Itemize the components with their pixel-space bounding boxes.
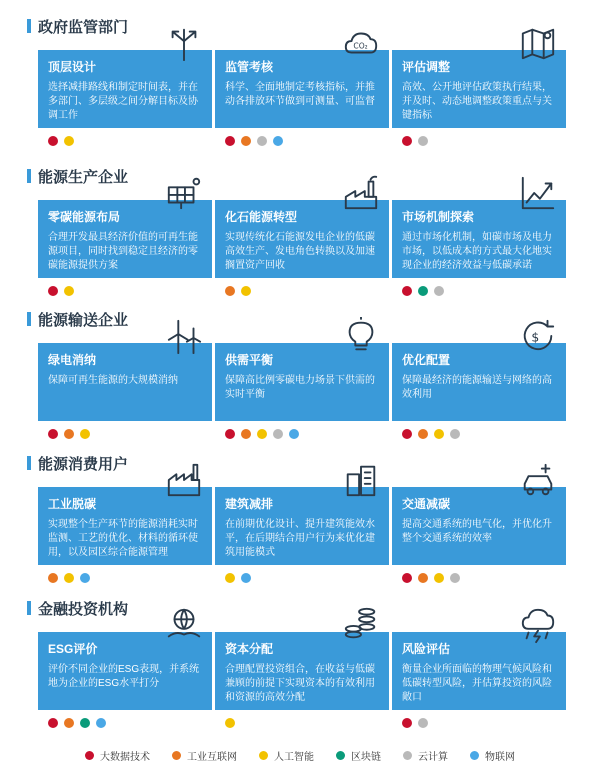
section (0, 162, 600, 302)
card (392, 632, 566, 710)
tech-dot-iiot (64, 429, 74, 439)
card-icon (518, 606, 558, 644)
tech-dot-bigdata (48, 136, 58, 146)
tech-dot-bigdata (48, 429, 58, 439)
card (392, 50, 566, 128)
dollar-clock-icon (518, 317, 558, 355)
card-description: 在前期优化设计、提升建筑能效水平，在后期结合用户行为来优化建筑用能模式 (225, 519, 375, 558)
card-title: 监管考核 (225, 60, 274, 74)
tech-dots (38, 429, 212, 439)
legend-label: 云计算 (418, 752, 448, 763)
legend-label: 大数据技术 (100, 752, 150, 763)
tech-dot-ai (80, 429, 90, 439)
card-icon (518, 461, 558, 499)
tech-dot-cloud (257, 136, 267, 146)
tech-dot-iiot (241, 429, 251, 439)
card (215, 632, 389, 710)
card (38, 200, 212, 278)
card (392, 487, 566, 565)
tech-dots (38, 718, 212, 728)
legend-item (336, 748, 381, 763)
card-icon (518, 174, 558, 212)
section-title: 能源消费用户 (38, 456, 129, 473)
card-row (38, 330, 566, 421)
card-description: 保障可再生能源的大规模消纳 (48, 375, 178, 386)
tech-dots (392, 718, 566, 728)
tech-dot-blockchain (80, 718, 90, 728)
legend-label: 区块链 (351, 752, 381, 763)
legend-dot-blockchain (336, 751, 345, 760)
card-description: 通过市场化机制，如碳市场及电力市场，以低成本的方式最大化地实现企业的经济效益与低碳承诺 (402, 232, 552, 271)
factory-chimney-icon (341, 174, 381, 212)
card-title: 工业脱碳 (48, 497, 97, 511)
tech-dot-ai (434, 429, 444, 439)
tech-dots (392, 573, 566, 583)
tech-dot-cloud (418, 136, 428, 146)
card-title: 市场机制探索 (402, 210, 475, 224)
light-bulb-icon (341, 317, 381, 355)
card-title: 评估调整 (402, 60, 451, 74)
tech-dot-iiot (64, 718, 74, 728)
tech-dot-bigdata (402, 573, 412, 583)
card (215, 343, 389, 421)
card-icon (164, 461, 204, 499)
card (392, 200, 566, 278)
coin-stack-icon (341, 606, 381, 644)
tech-dots (392, 429, 566, 439)
tech-dot-iiot (418, 573, 428, 583)
tech-dot-iot (241, 573, 251, 583)
tech-dot-bigdata (48, 718, 58, 728)
card-icon (164, 317, 204, 355)
section (0, 449, 600, 589)
card (392, 330, 566, 421)
card-description: 提高交通系统的电气化，并优化升整个交通系统的效率 (402, 519, 552, 544)
card-title: 零碳能源布局 (48, 210, 121, 224)
card-row (38, 200, 566, 278)
card-icon (518, 317, 558, 355)
legend-dot-ai (259, 751, 268, 760)
tech-dot-iot (96, 718, 106, 728)
card-icon (164, 24, 204, 62)
storm-cloud-icon (518, 606, 558, 644)
section-marker (27, 312, 31, 326)
tech-dots (38, 573, 212, 583)
tech-dot-row (38, 573, 566, 583)
tech-dot-row (38, 286, 566, 296)
tech-dots (392, 136, 566, 146)
card-icon (164, 174, 204, 212)
tech-dot-ai (257, 429, 267, 439)
card (38, 632, 212, 710)
card-description: 科学、全面地制定考核指标，并推动各排放环节做到可测量、可监督 (225, 82, 375, 107)
card-title: 优化配置 (402, 353, 451, 367)
section-title: 能源生产企业 (38, 169, 129, 186)
card-description: 实现传统化石能源发电企业的低碳高效生产、发电角色转换以及加速搁置资产回收 (225, 232, 375, 271)
tech-dots (215, 718, 389, 728)
tech-dot-bigdata (402, 136, 412, 146)
card-title: 交通减碳 (402, 497, 451, 511)
tech-dots (392, 286, 566, 296)
section-marker (27, 456, 31, 470)
legend-item (172, 748, 237, 763)
tech-dot-cloud (450, 573, 460, 583)
card-description: 合理开发最具经济价值的可再生能源项目，同时找到稳定且经济的零碳能源提供方案 (48, 232, 198, 271)
section-title: 政府监管部门 (38, 19, 129, 36)
card (215, 41, 389, 128)
tech-dot-bigdata (48, 286, 58, 296)
tech-dot-iiot (418, 429, 428, 439)
card-title: 风险评估 (402, 642, 451, 656)
tech-dot-cloud (418, 718, 428, 728)
globe-hand-icon (164, 606, 204, 644)
rising-chart-icon (518, 174, 558, 212)
solar-panel-icon (164, 174, 204, 212)
card-row (38, 632, 566, 710)
legend-label: 工业互联网 (187, 752, 237, 763)
card (38, 50, 212, 128)
legend-item (470, 748, 515, 763)
tech-dot-row (38, 429, 566, 439)
legend-item (259, 748, 314, 763)
card-description: 选择减排路线和制定时间表，并在多部门、多层级之间分解目标及协调工作 (48, 82, 198, 121)
legend-label: 人工智能 (274, 752, 314, 763)
tech-dot-ai (241, 286, 251, 296)
card (215, 200, 389, 278)
card-title: 绿电消纳 (48, 353, 97, 367)
tech-dot-row (38, 718, 566, 728)
tech-dots (38, 286, 212, 296)
legend-item (403, 748, 448, 763)
card-description: 合理配置投资组合，在收益与低碳兼顾的前提下实现资本的有效利用和资源的高效分配 (225, 664, 375, 703)
tech-dots (215, 573, 389, 583)
legend-dot-bigdata (85, 751, 94, 760)
card-title: ESG评价 (48, 642, 98, 656)
card-icon (341, 606, 381, 644)
card-description: 保障高比例零碳电力场景下供需的实时平衡 (225, 375, 375, 400)
tech-dot-cloud (434, 286, 444, 296)
co2-cloud-icon (341, 24, 381, 62)
card-row (38, 487, 566, 565)
tech-dot-bigdata (225, 429, 235, 439)
card-description: 实现整个生产环节的能源消耗实时监测、工艺的优化、材料的循环使用，以及园区综合能源管理 (48, 519, 198, 558)
section (0, 594, 600, 734)
card-title: 资本分配 (225, 642, 274, 656)
card-icon (341, 24, 381, 62)
card (215, 487, 389, 565)
card-description: 评价不同企业的ESG表现，并系统地为企业的ESG水平打分 (48, 664, 200, 689)
legend (0, 748, 600, 763)
legend-dot-iiot (172, 751, 181, 760)
tech-dot-ai (64, 136, 74, 146)
tech-dot-iot (80, 573, 90, 583)
tech-dot-ai (64, 286, 74, 296)
tech-dots (215, 429, 389, 439)
svg-text:$: $ (531, 330, 540, 345)
card-icon (341, 461, 381, 499)
svg-text:CO₂: CO₂ (353, 41, 368, 51)
tech-dots (38, 136, 212, 146)
tech-dot-cloud (450, 429, 460, 439)
tech-dot-bigdata (225, 136, 235, 146)
card-icon (518, 24, 558, 62)
legend-dot-iot (470, 751, 479, 760)
wind-turbine-icon (164, 317, 204, 355)
card-description: 高效、公开地评估政策执行结果，并及时、动态地调整政策重点与关键指标 (402, 82, 552, 121)
tech-dot-iiot (48, 573, 58, 583)
section-marker (27, 19, 31, 33)
section-title: 金融投资机构 (38, 601, 129, 618)
tech-dot-ai (434, 573, 444, 583)
section (0, 12, 600, 152)
card-title: 供需平衡 (225, 353, 274, 367)
tech-dot-row (38, 136, 566, 146)
buildings-icon (341, 461, 381, 499)
card-icon (341, 317, 381, 355)
legend-dot-cloud (403, 751, 412, 760)
card-description: 保障最经济的能源输送与网络的高效利用 (402, 375, 552, 400)
tech-dot-ai (225, 573, 235, 583)
tech-dot-iiot (225, 286, 235, 296)
tech-dot-cloud (273, 429, 283, 439)
tech-dots (215, 136, 389, 146)
electric-car-icon (518, 461, 558, 499)
card-icon (164, 606, 204, 644)
card-row (38, 41, 566, 128)
tech-dot-blockchain (418, 286, 428, 296)
card (38, 343, 212, 421)
tech-dot-ai (225, 718, 235, 728)
section-marker (27, 601, 31, 615)
card (38, 487, 212, 565)
card-title: 建筑减排 (225, 497, 274, 511)
card-title: 化石能源转型 (225, 210, 298, 224)
tech-dot-bigdata (402, 286, 412, 296)
tech-dot-bigdata (402, 429, 412, 439)
section-title: 能源输送企业 (38, 312, 129, 329)
map-pin-icon (518, 24, 558, 62)
card-title: 顶层设计 (48, 60, 97, 74)
legend-label: 物联网 (485, 752, 515, 763)
card-description: 衡量企业所面临的物理气候风险和低碳转型风险，并估算投资的风险敞口 (402, 664, 552, 703)
tech-dot-iiot (241, 136, 251, 146)
card-icon (341, 174, 381, 212)
tech-dot-bigdata (402, 718, 412, 728)
section-marker (27, 169, 31, 183)
tech-dots (215, 286, 389, 296)
tech-dot-iot (273, 136, 283, 146)
industrial-factory-icon (164, 461, 204, 499)
section (0, 305, 600, 445)
direction-sign-icon (164, 24, 204, 62)
tech-dot-iot (289, 429, 299, 439)
tech-dot-ai (64, 573, 74, 583)
legend-item (85, 748, 150, 763)
